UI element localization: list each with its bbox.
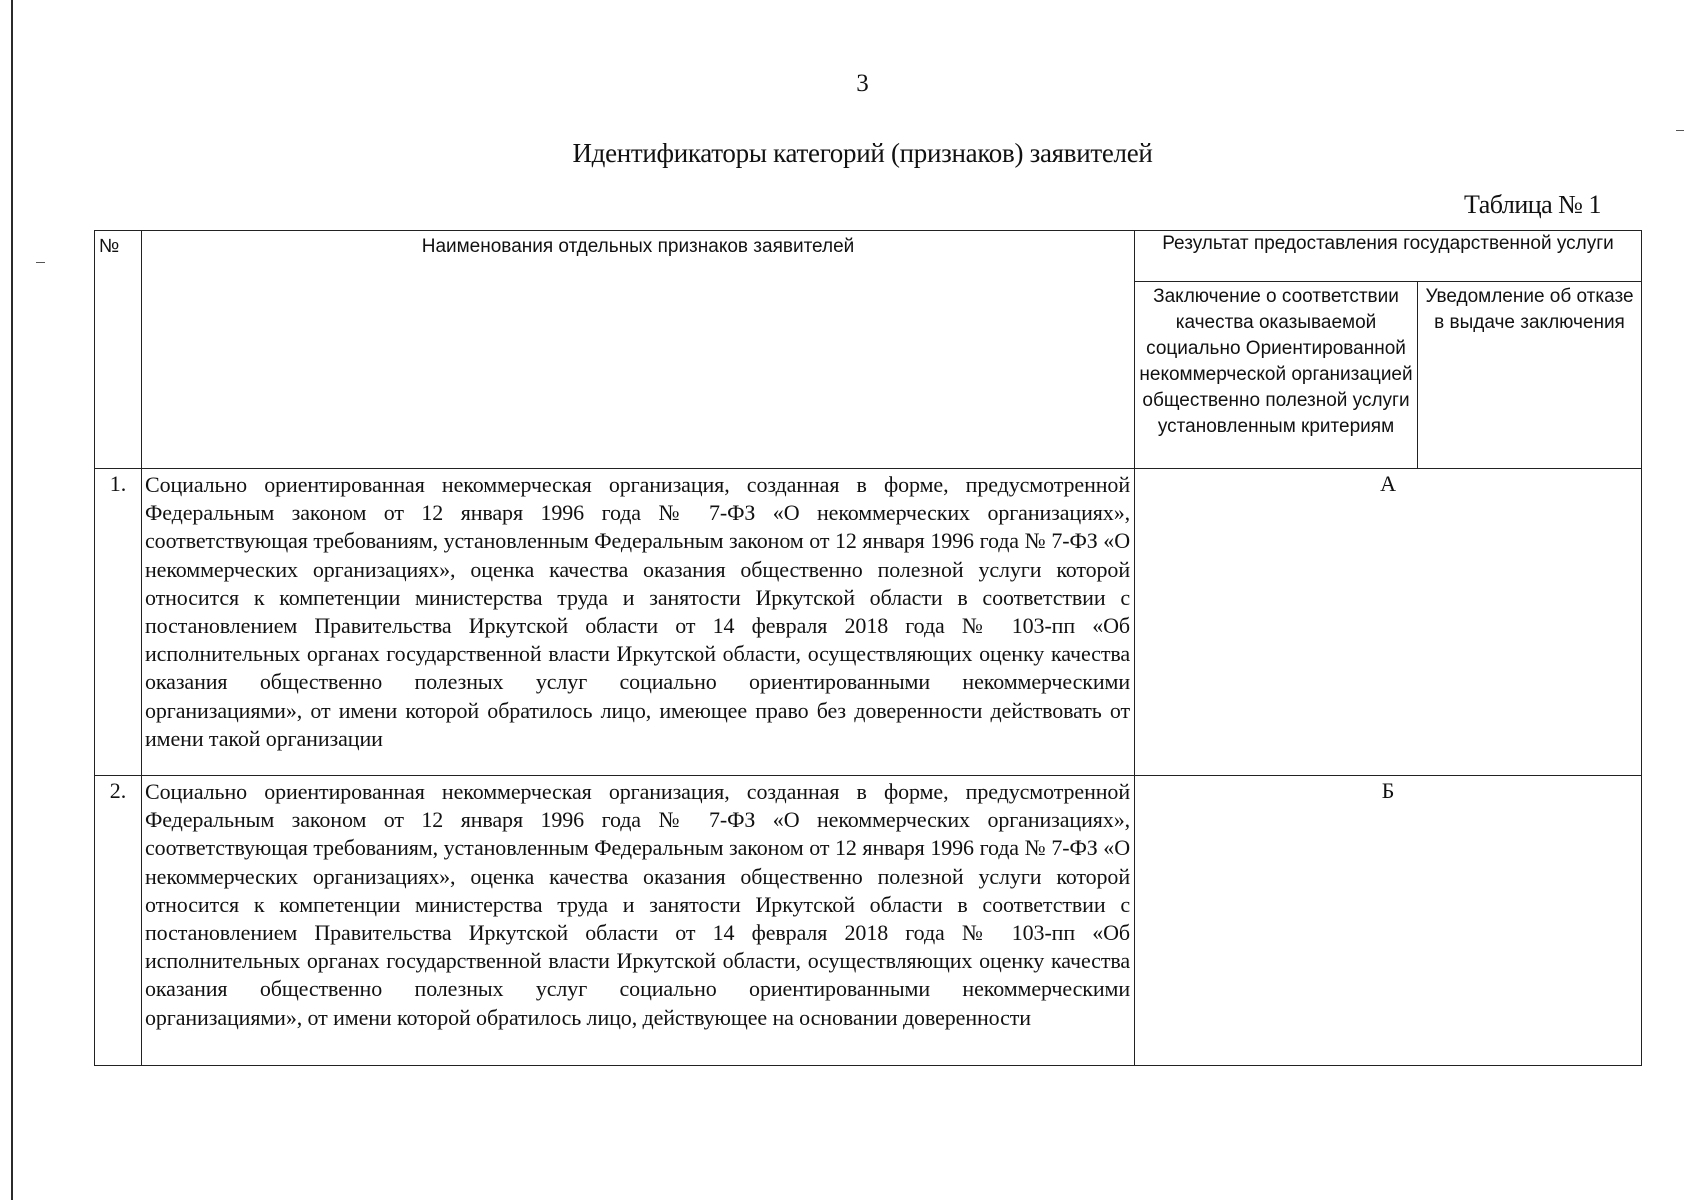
row-identifier: Б — [1135, 776, 1642, 1066]
row-number: 1. — [95, 469, 142, 776]
table-row — [95, 469, 1642, 776]
page-title: Идентификаторы категорий (признаков) заявителей — [572, 138, 1153, 168]
page-number: 3 — [856, 70, 869, 97]
header-result-refusal: Уведомление об отказе в выдаче заключения — [1418, 282, 1642, 469]
header-result-conclusion: Заключение о соответствии качества оказываемой социально Ориентированной некоммерческой организацией общественно полезной услуги установленным критериям — [1135, 282, 1418, 469]
row-description: Социально ориентированная некоммерческая организация, созданная в форме, предусмотренной Федеральным законом от 12 января 1996 года № 7-ФЗ «О некоммерческих организациях», соответствующая требованиям, установленным Федеральным законом от 12 января 1996 года № 7-ФЗ «О некоммерческих организациях», оценка качества оказания общественно полезной услуги которой относится к компетенции министерства труда и занятости Иркутской области в соответствии с постановлением Правительства Иркутской области от 14 февраля 2018 года № 103-пп «Об исполнительных органах государственной власти Иркутской области, осуществляющих оценку качества оказания общественно полезных услуг социально ориентированными некоммерческими организациями», от имени которой обратилось лицо, действующее на основании доверенности — [142, 776, 1135, 1066]
row-number: 2. — [95, 776, 142, 1066]
row-identifier: А — [1135, 469, 1642, 776]
table-row — [95, 776, 1642, 1066]
header-number: № — [95, 231, 142, 469]
header-result: Результат предоставления государственной услуги — [1135, 231, 1642, 282]
scan-border-line — [11, 0, 13, 1200]
row-description: Социально ориентированная некоммерческая организация, созданная в форме, предусмотренной Федеральным законом от 12 января 1996 года № 7-ФЗ «О некоммерческих организациях», соответствующая требованиям, установленным Федеральным законом от 12 января 1996 года № 7-ФЗ «О некоммерческих организациях», оценка качества оказания общественно полезной услуги которой относится к компетенции министерства труда и занятости Иркутской области в соответствии с постановлением Правительства Иркутской области от 14 февраля 2018 года № 103-пп «Об исполнительных органах государственной власти Иркутской области, осуществляющих оценку качества оказания общественно полезных услуг социально ориентированными некоммерческими организациями», от имени которой обратилось лицо, имеющее право без доверенности действовать от имени такой организации — [142, 469, 1135, 776]
header-name: Наименования отдельных признаков заявителей — [142, 231, 1135, 469]
applicant-categories-table — [94, 230, 1642, 1066]
scan-mark — [36, 262, 45, 263]
table-header-row — [95, 231, 1642, 282]
scan-mark — [1676, 130, 1684, 131]
table-caption: Таблица № 1 — [1463, 190, 1601, 219]
